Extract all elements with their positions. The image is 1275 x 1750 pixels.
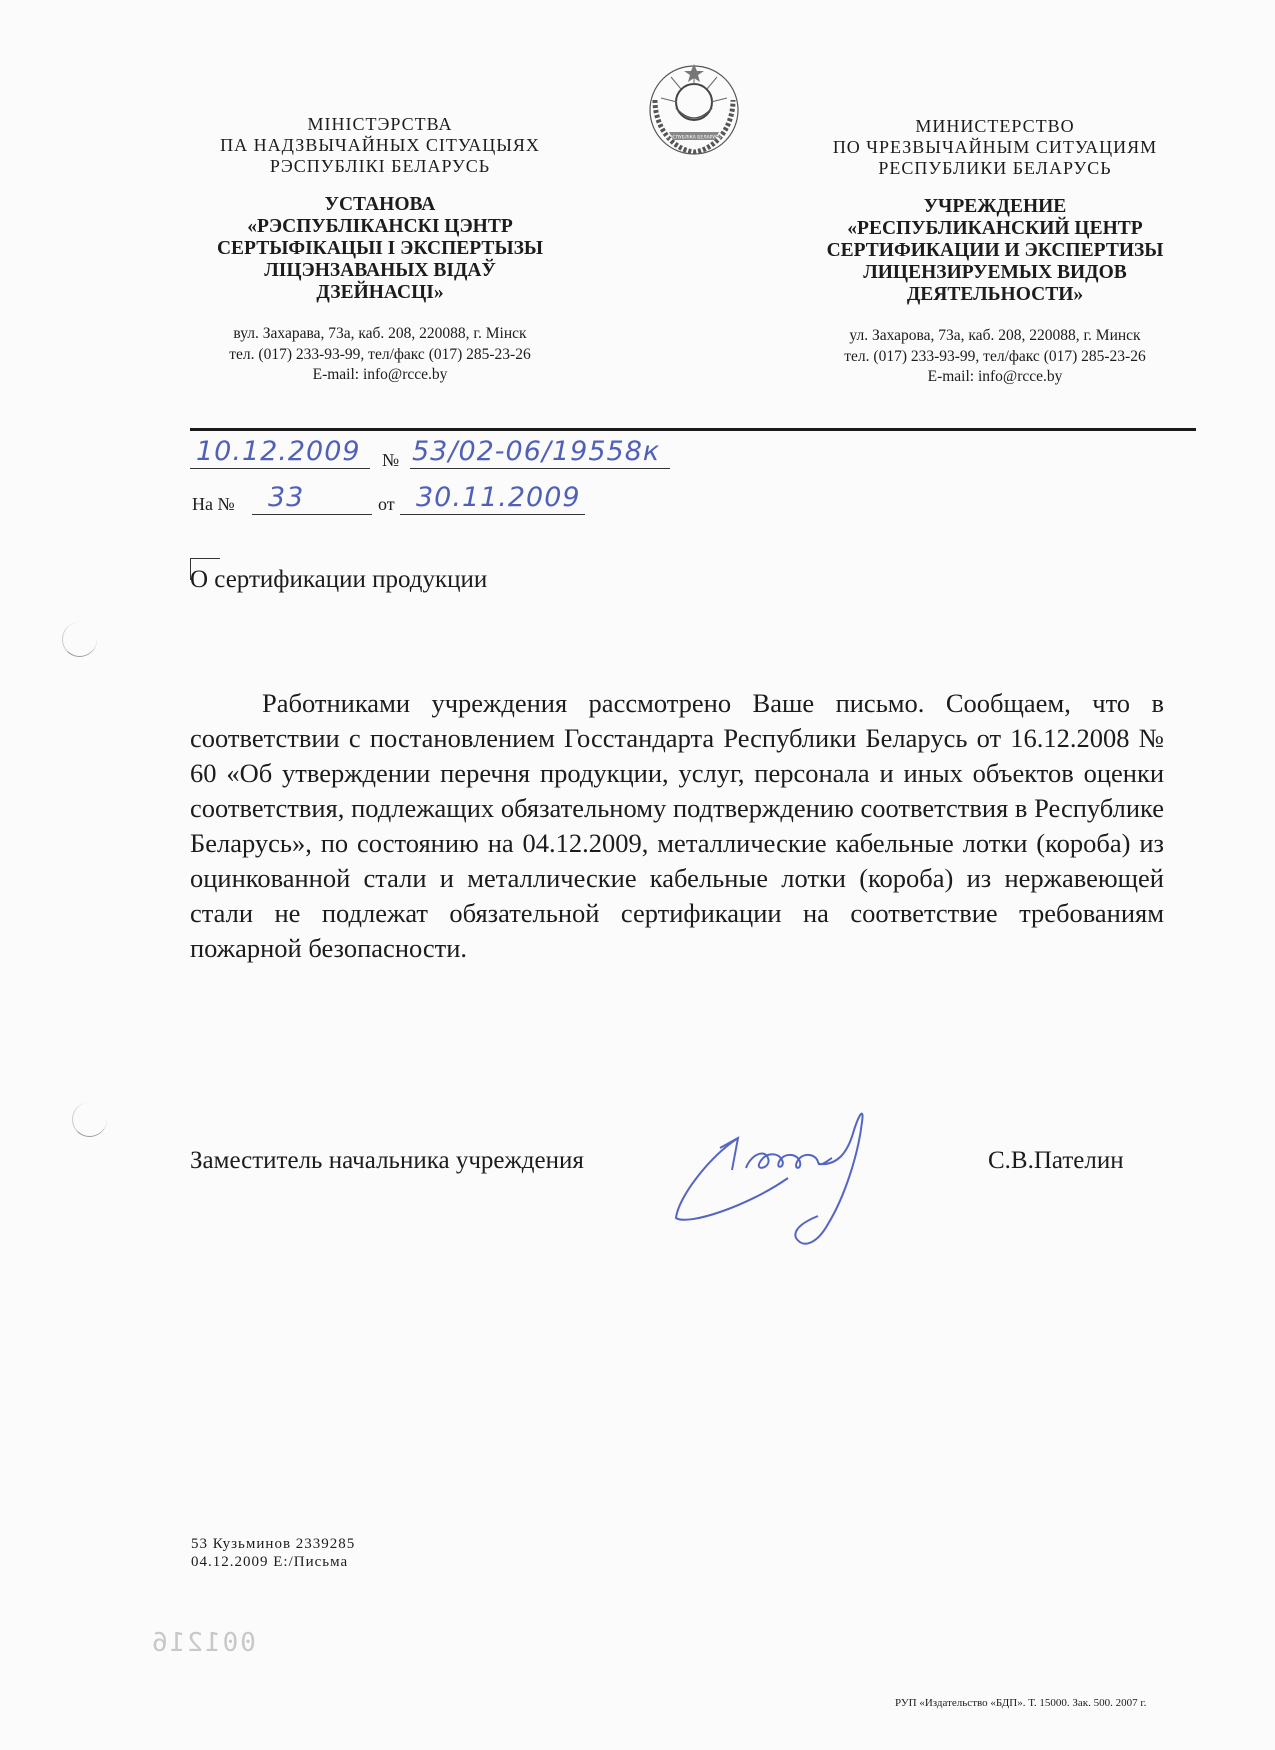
- signatory-name: С.В.Пателин: [988, 1147, 1124, 1174]
- address-ru: ул. Захарова, 73а, каб. 208, 220088, г. Минск тел. (017) 233-93-99, тел/факс (017) 285-23-26 E-mail: info@rcce.by: [844, 327, 1146, 385]
- letter-subject: О сертификации продукции: [190, 566, 488, 593]
- executor-note: [191, 1535, 355, 1571]
- reply-date-line: [400, 514, 585, 515]
- printer-imprint: РУП «Издательство «БДП». Т. 15000. Зак. 500. 2007 г.: [895, 1697, 1147, 1709]
- outgoing-date: 10.12.2009: [196, 436, 361, 467]
- punch-hole-mark: [72, 1102, 107, 1137]
- header-left: [170, 114, 590, 386]
- reply-number-line: [252, 514, 372, 515]
- institution-name-by: УСТАНОВА «РЭСПУБЛІКАНСКІ ЦЭНТР СЕРТЫФІКАЦЫІ І ЭКСПЕРТЫЗЫ ЛІЦЭНЗАВАНЫХ ВІДАЎ ДЗЕЙНАСЦІ»: [216, 194, 544, 303]
- number-label: №: [382, 450, 400, 470]
- ministry-name-by: МІНІСТЭРСТВА ПА НАДЗВЫЧАЙНЫХ СІТУАЦЫЯХ РЭСПУБЛІКІ БЕЛАРУСЬ: [220, 114, 540, 176]
- file-info: 04.12.2009 E:/Письма: [191, 1554, 349, 1570]
- number-field-line: [410, 468, 670, 469]
- header-divider: [190, 428, 1196, 431]
- from-label: от: [378, 494, 395, 514]
- reply-date: 30.11.2009: [416, 482, 581, 513]
- signatory-role: Заместитель начальника учреждения: [190, 1147, 584, 1174]
- institution-name-ru: УЧРЕЖДЕНИЕ «РЕСПУБЛИКАНСКИЙ ЦЕНТР СЕРТИФИКАЦИИ И ЭКСПЕРТИЗЫ ЛИЦЕНЗИРУЕМЫХ ВИДОВ ДЕЯТЕЛЬНОСТИ»: [826, 196, 1164, 305]
- address-by: вул. Захарава, 73а, каб. 208, 220088, г. Мінск тел. (017) 233-93-99, тел/факс (017) 285-23-26 E-mail: info@rcce.by: [229, 325, 531, 383]
- subject-bracket: [190, 558, 220, 559]
- handwritten-signature: [668, 1108, 928, 1258]
- belarus-coat-of-arms-icon: [641, 58, 747, 162]
- punch-hole-mark: [62, 622, 97, 657]
- reply-number: 33: [268, 482, 305, 513]
- emblem-ribbon-text: РЭСПУБЛІКА БЕЛАРУСЬ: [666, 135, 722, 141]
- executor-info: 53 Кузьминов 2339285: [191, 1536, 356, 1552]
- letter-body: Работниками учреждения рассмотрено Ваше письмо. Сообщаем, что в соответствии с постановлением Госстандарта Республики Беларусь от 16.12.2008 № 60 «Об утверждении перечня продукции, услуг, персонала и иных объектов оценки соответствия, подлежащих обязательному подтверждению соответствия в Республике Беларусь», по состоянию на 04.12.2009, металлические кабельные лотки (короба) из оцинкованной стали и металлические кабельные лотки (короба) из нержавеющей стали не подлежат обязательной сертификации на соответствие требованиям пожарной безопасности.: [190, 688, 1164, 963]
- form-serial-number: 001216: [150, 1628, 256, 1658]
- reply-label: На №: [192, 494, 235, 514]
- outgoing-number: 53/02-06/19558к: [412, 436, 661, 467]
- header-right: [770, 114, 1220, 388]
- date-field-line: [190, 468, 370, 469]
- ministry-name-ru: МИНИСТЕРСТВО ПО ЧРЕЗВЫЧАЙНЫМ СИТУАЦИЯМ РЕСПУБЛИКИ БЕЛАРУСЬ: [832, 116, 1158, 178]
